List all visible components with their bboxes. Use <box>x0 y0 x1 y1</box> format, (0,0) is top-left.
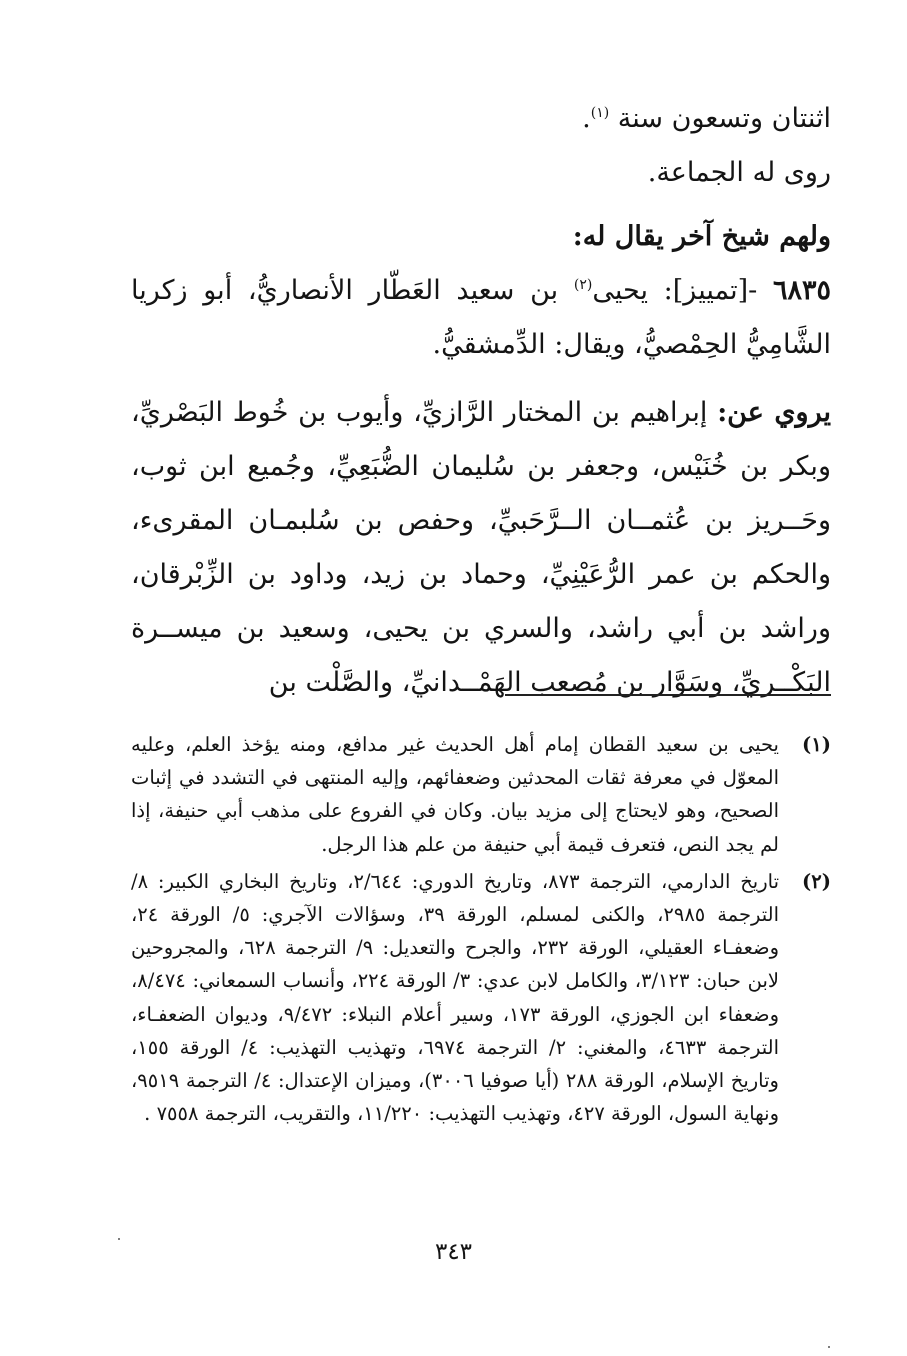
footnote <box>131 728 831 861</box>
narrators-label: يروي عن: <box>717 397 831 428</box>
scan-speck <box>118 1238 120 1240</box>
footnote-reference: (١) <box>590 105 610 121</box>
entry-tag: -[تمييز]: يحيى <box>592 275 758 306</box>
narrators-paragraph <box>131 386 831 710</box>
entry-paragraph <box>131 264 831 372</box>
text-line <box>131 92 831 146</box>
scan-speck <box>828 1346 830 1348</box>
entry-text: بن سعيد العَطّار الأنصاريُّ، أبو زكريا الشَّامِيُّ الحِمْصيُّ، ويقال: الدِّمشقيُّ. <box>131 275 831 360</box>
footnote <box>131 865 831 1131</box>
main-text <box>131 92 831 710</box>
section-heading: ولهم شيخ آخر يقال له: <box>572 221 831 252</box>
footnote-separator <box>505 694 831 696</box>
footnote-reference: (٢) <box>573 277 593 293</box>
text-line: روى له الجماعة. <box>647 157 831 188</box>
footnote-text: تاريخ الدارمي، الترجمة ٨٧٣، وتاريخ الدوري: ٢/٦٤٤، وتاريخ البخاري الكبير: ٨/ الترجمة ٢٩٨٥، والكنى لمسلم، الورقة ٣٩، وسؤالات الآجري: ٥/ الورقة ٢٤، وضعفـاء العقيلي، الورقة ٢٣٢، والجرح والتعديل: ٩/ الترجمة ٦٢٨، والمجروحين لابن حبان: ٣/١٢٣، والكامل لابن عدي: ٣/ الورقة ٢٢٤، وأنساب السمعاني: ٨/٤٧٤، وضعفاء ابن الجوزي، الورقة ١٧٣، وسير أعلام النبلاء: ٩/٤٧٢، وديوان الضعفـاء، الترجمة ٤٦٣٣، والمغني: ٢/ الترجمة ٦٩٧٤، وتهذيب التهذيب: ٤/ الورقة ١٥٥، وتاريخ الإسلام، الورقة ٢٨٨ (أيا صوفيا ٣٠٠٦)، وميزان الإعتدال: ٤/ الترجمة ٩٥١٩، ونهاية السول، الورقة ٤٢٧، وتهذيب التهذيب: ١١/٢٢٠، والتقريب، الترجمة ٧٥٥٨ . <box>131 869 780 1126</box>
entry-number: ٦٨٣٥ <box>772 275 831 306</box>
footnotes <box>131 728 831 1134</box>
page-number: ٣٤٣ <box>434 1239 473 1265</box>
text-segment: . <box>582 103 591 134</box>
text-segment: اثنتان وتسعون سنة <box>617 103 831 134</box>
footnote-number: (١) <box>802 733 831 756</box>
footnote-number: (٢) <box>802 869 831 893</box>
narrators-text: إبراهيم بن المختار الرَّازيِّ، وأيوب بن خُوط البَصْريِّ، وبكر بن خُنَيْس، وجعفر بن سُليمان الضُّبَعِيِّ، وجُميع ابن ثوب، وحَــريز بن عُثمــان الــرَّحَبيِّ، وحفص بن سُلبمـان المقرىء، والحكم بن عمر الرُّعَيْنِيِّ، وحماد بن زيد، وداود بن الزِّبْرقان، وراشد بن أبي راشد، والسري بن يحيى، وسعيد بن ميســرة البَكْــريِّ، وسَوَّار بن مُصعب الهَمْــدانيِّ، والصَّلْت بن <box>131 397 831 698</box>
footnote-text: يحيى بن سعيد القطان إمام أهل الحديث غير مدافع، ومنه يؤخذ العلم، وعليه المعوّل في معرفة ثقات المحدثين وضعفائهم، وإليه المنتهى في التشدد في إثبات الصحيح، وهو لايحتاج إلى مزيد بيان. وكان في الفروع على مذهب أبي حنيفة، إذا لم يجد النص، فتعرف قيمة أبي حنيفة من علم هذا الرجل. <box>131 733 779 856</box>
